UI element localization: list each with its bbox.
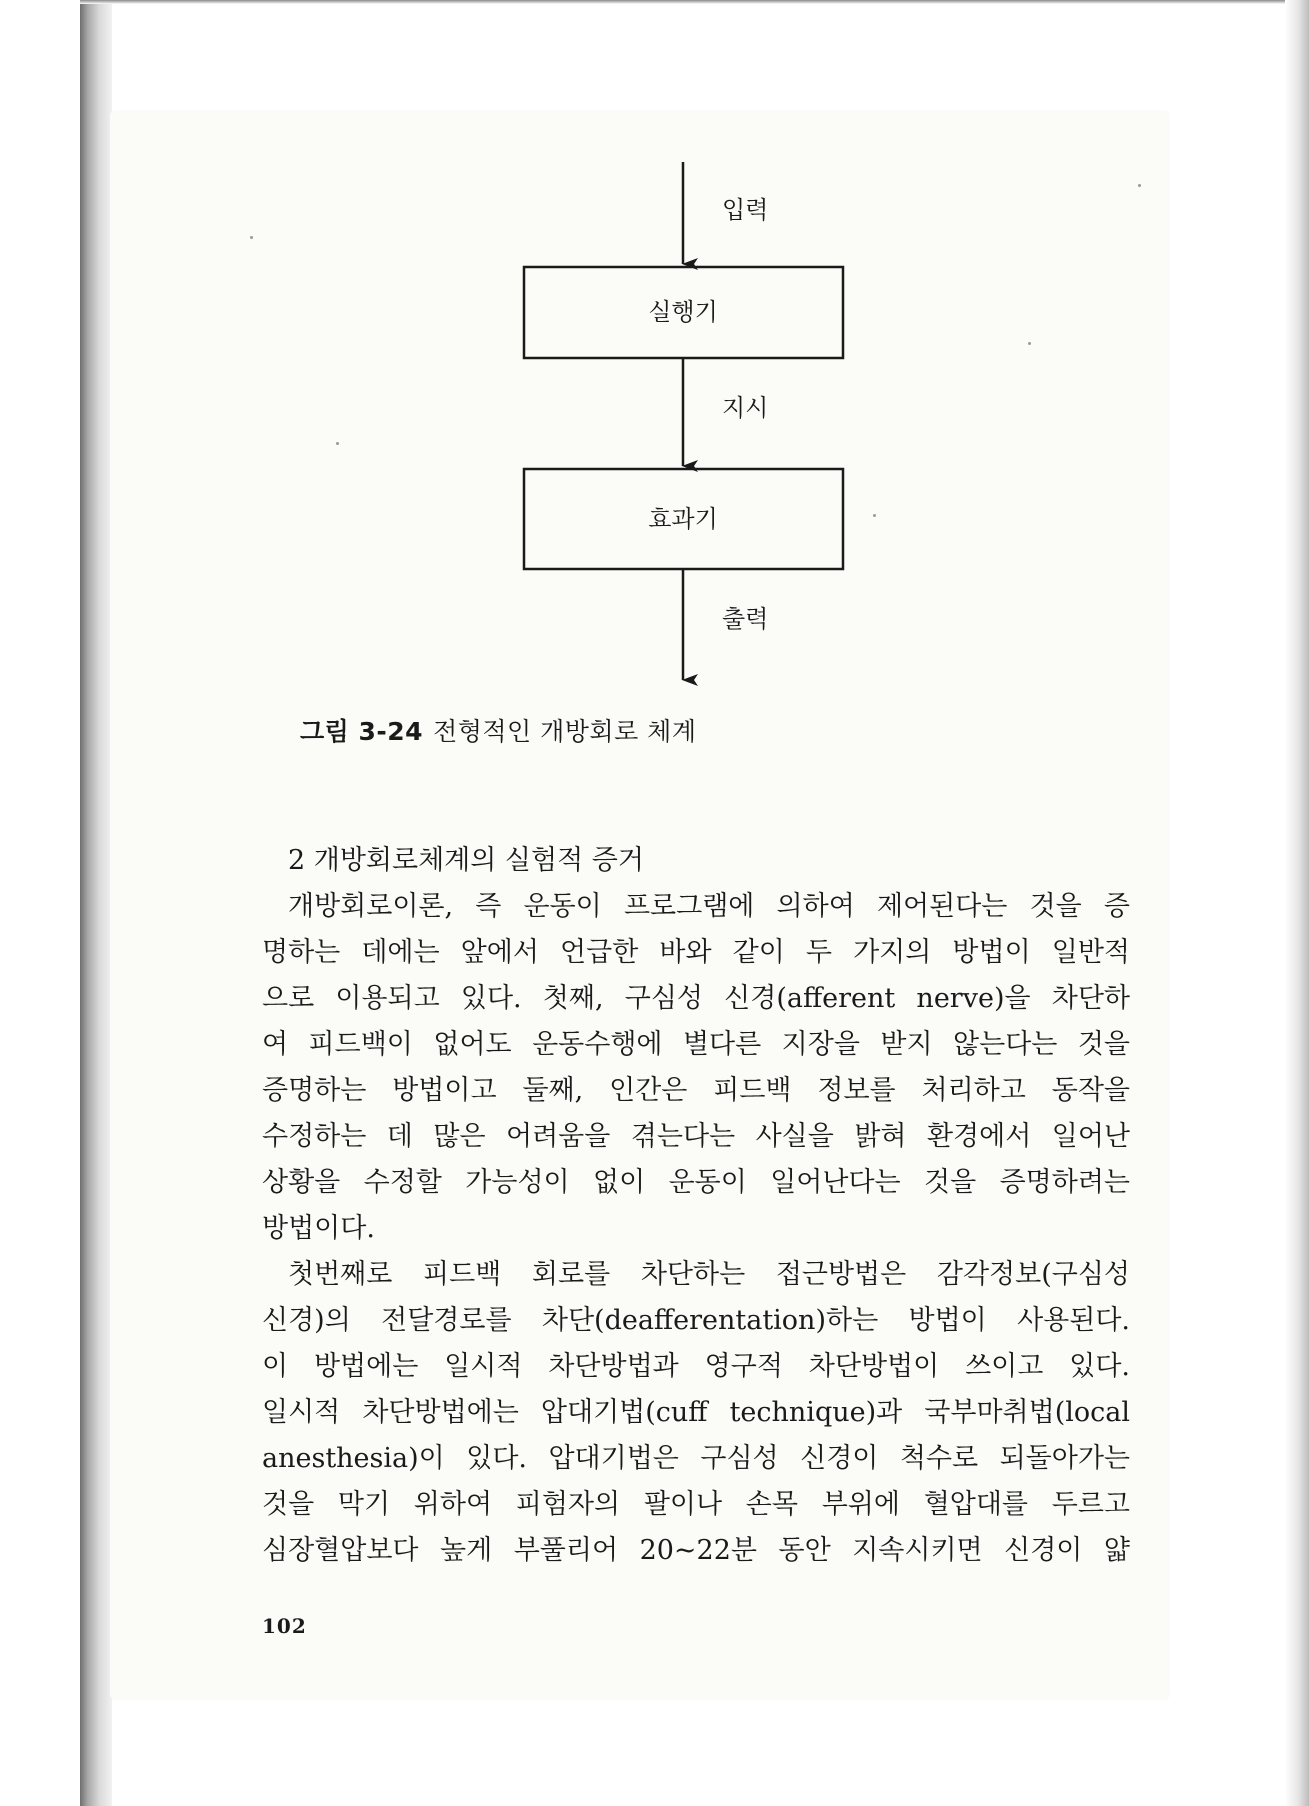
scan-speck (336, 442, 339, 445)
paragraph-line: 수정하는 데 많은 어려움을 겪는다는 사실을 밝혀 환경에서 일어난 (262, 1121, 1130, 1152)
paragraph-line: 신경)의 전달경로를 차단(deafferentation)하는 방법이 사용된다. (262, 1305, 1130, 1336)
body-text (262, 838, 1130, 1574)
paragraph-line: 첫번째로 피드백 회로를 차단하는 접근방법은 감각정보(구심성 (288, 1259, 1130, 1290)
scan-speck (1028, 342, 1031, 345)
paragraph-line: 일시적 차단방법에는 압대기법(cuff technique)과 국부마취법(local (262, 1397, 1130, 1428)
output-label: 출력 (722, 605, 769, 633)
paragraph-line: 상황을 수정할 가능성이 없이 운동이 일어난다는 것을 증명하려는 (262, 1167, 1130, 1198)
paragraph-line: 으로 이용되고 있다. 첫째, 구심성 신경(afferent nerve)을 차단하 (262, 983, 1130, 1014)
figure-number: 그림 3-24 (300, 717, 424, 746)
paragraph-line: 여 피드백이 없어도 운동수행에 별다른 지장을 받지 않는다는 것을 (262, 1029, 1130, 1060)
paragraph-line: 이 방법에는 일시적 차단방법과 영구적 차단방법이 쓰이고 있다. (262, 1351, 1130, 1382)
paragraph-line: 개방회로이론, 즉 운동이 프로그램에 의하여 제어된다는 것을 증 (288, 891, 1130, 922)
effector-label: 효과기 (648, 505, 718, 533)
scan-speck (873, 514, 876, 517)
scan-speck (250, 236, 253, 239)
input-label: 입력 (722, 196, 769, 224)
paragraph-line: 명하는 데에는 앞에서 언급한 바와 같이 두 가지의 방법이 일반적 (262, 937, 1130, 968)
scan-speck (1138, 184, 1141, 187)
paragraph-line: 증명하는 방법이고 둘째, 인간은 피드백 정보를 처리하고 동작을 (262, 1075, 1130, 1106)
paragraph-line: anesthesia)이 있다. 압대기법은 구심성 신경이 척수로 되돌아가는 (262, 1443, 1130, 1474)
open-loop-diagram (0, 0, 1309, 720)
paragraph-line: 심장혈압보다 높게 부풀리어 20~22분 동안 지속시키면 신경이 얇 (262, 1535, 1130, 1566)
page-number: 102 (262, 1614, 307, 1638)
figure-caption (300, 712, 1100, 748)
paragraph-line: 것을 막기 위하여 피험자의 팔이나 손목 부위에 혈압대를 두르고 (262, 1489, 1130, 1520)
figure-title: 전형적인 개방회로 체계 (433, 717, 697, 746)
executor-label: 실행기 (648, 298, 718, 326)
paragraph-line: 방법이다. (262, 1213, 375, 1244)
command-label: 지시 (722, 394, 769, 422)
section-heading: 2 개방회로체계의 실험적 증거 (288, 845, 644, 876)
